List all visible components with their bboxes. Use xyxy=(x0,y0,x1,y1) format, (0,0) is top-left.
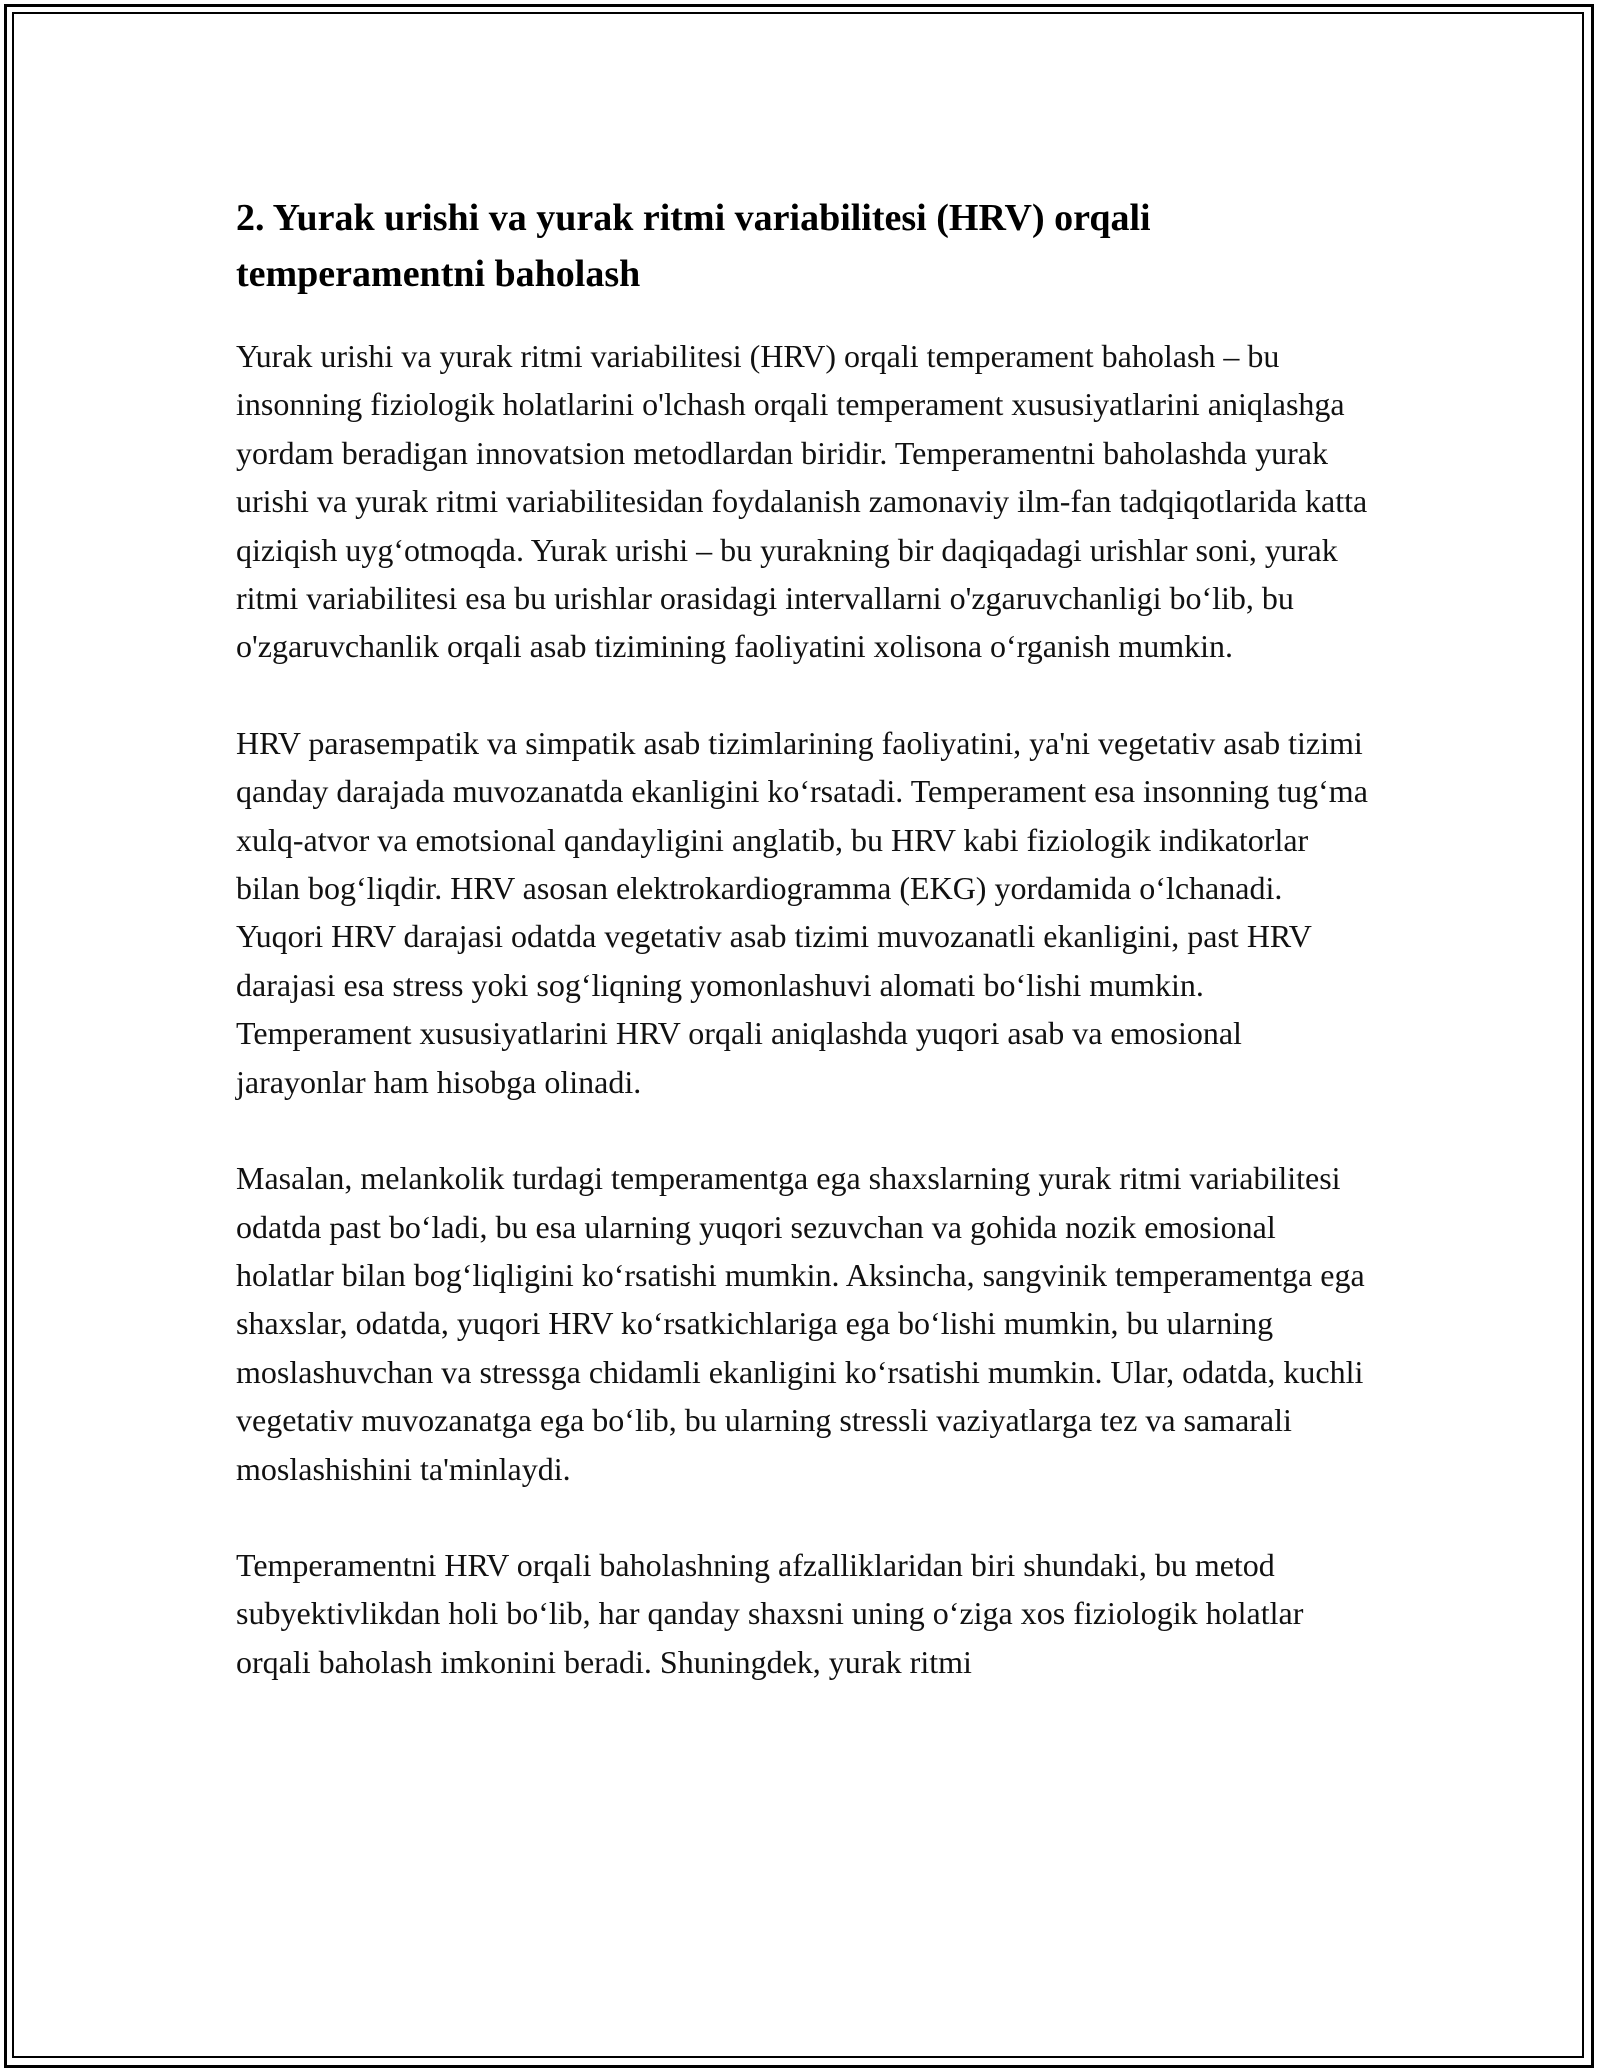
paragraph-3: Masalan, melankolik turdagi temperamentga ega shaxslarning yurak ritmi variabilitesi odatda past bo‘ladi, bu esa ularning yuqori sezuvchan va gohida nozik emosional holatlar bilan bog‘liqligini ko‘rsatishi mumkin. Aksincha, sangvinik temperamentga ega shaxslar, odatda, yuqori HRV ko‘rsatkichlariga ega bo‘lishi mumkin, bu ularning moslashuvchan va stressga chidamli ekanligini ko‘rsatishi mumkin. Ular, odatda, kuchli vegetativ muvozanatga ega bo‘lib, bu ularning stressli vaziyatlarga tez va samarali moslashishini ta'minlaydi. xyxy=(236,1160,1365,1487)
paragraph-4: Temperamentni HRV orqali baholashning afzalliklaridan biri shundaki, bu metod subyektivlikdan holi bo‘lib, har qanday shaxsni uning o‘ziga xos fiziologik holatlar orqali baholash imkonini beradi. Shuningdek, yurak ritmi xyxy=(236,1546,1304,1680)
paragraph-2: HRV parasempatik va simpatik asab tizimlarining faoliyatini, ya'ni vegetativ asab tizimi qanday darajada muvozanatda ekanligini ko‘rsatadi. Temperament esa insonning tug‘ma xulq-atvor va emotsional qandayligini anglatib, bu HRV kabi fiziologik indikatorlar bilan bog‘liqdir. HRV asosan elektrokardiogramma (EKG) yordamida o‘lchanadi. Yuqori HRV darajasi odatda vegetativ asab tizimi muvozanatli ekanligini, past HRV darajasi esa stress yoki sog‘liqning yomonlashuvi alomati bo‘lishi mumkin. Temperament xususiyatlarini HRV orqali aniqlashda yuqori asab va emosional jarayonlar ham hisobga olinadi. xyxy=(236,724,1368,1100)
section-heading: 2. Yurak urishi va yurak ritmi variabilitesi (HRV) orqali temperamentni baholash xyxy=(236,197,1151,295)
paragraph-1: Yurak urishi va yurak ritmi variabilitesi (HRV) orqali temperament baholash – bu insonning fiziologik holatlarini o'lchash orqali temperament xususiyatlarini aniqlashga yordam beradigan innovatsion metodlardan biridir. Temperamentni baholashda yurak urishi va yurak ritmi variabilitesidan foydalanish zamonaviy ilm-fan tadqiqotlarida katta qiziqish uyg‘otmoqda. Yurak urishi – bu yurakning bir daqiqadagi urishlar soni, yurak ritmi variabilitesi esa bu urishlar orasidagi intervallarni o'zgaruvchanligi bo‘lib, bu o'zgaruvchanlik orqali asab tizimining faoliyatini xolisona o‘rganish mumkin. xyxy=(236,338,1368,665)
document-body xyxy=(236,190,1376,1734)
